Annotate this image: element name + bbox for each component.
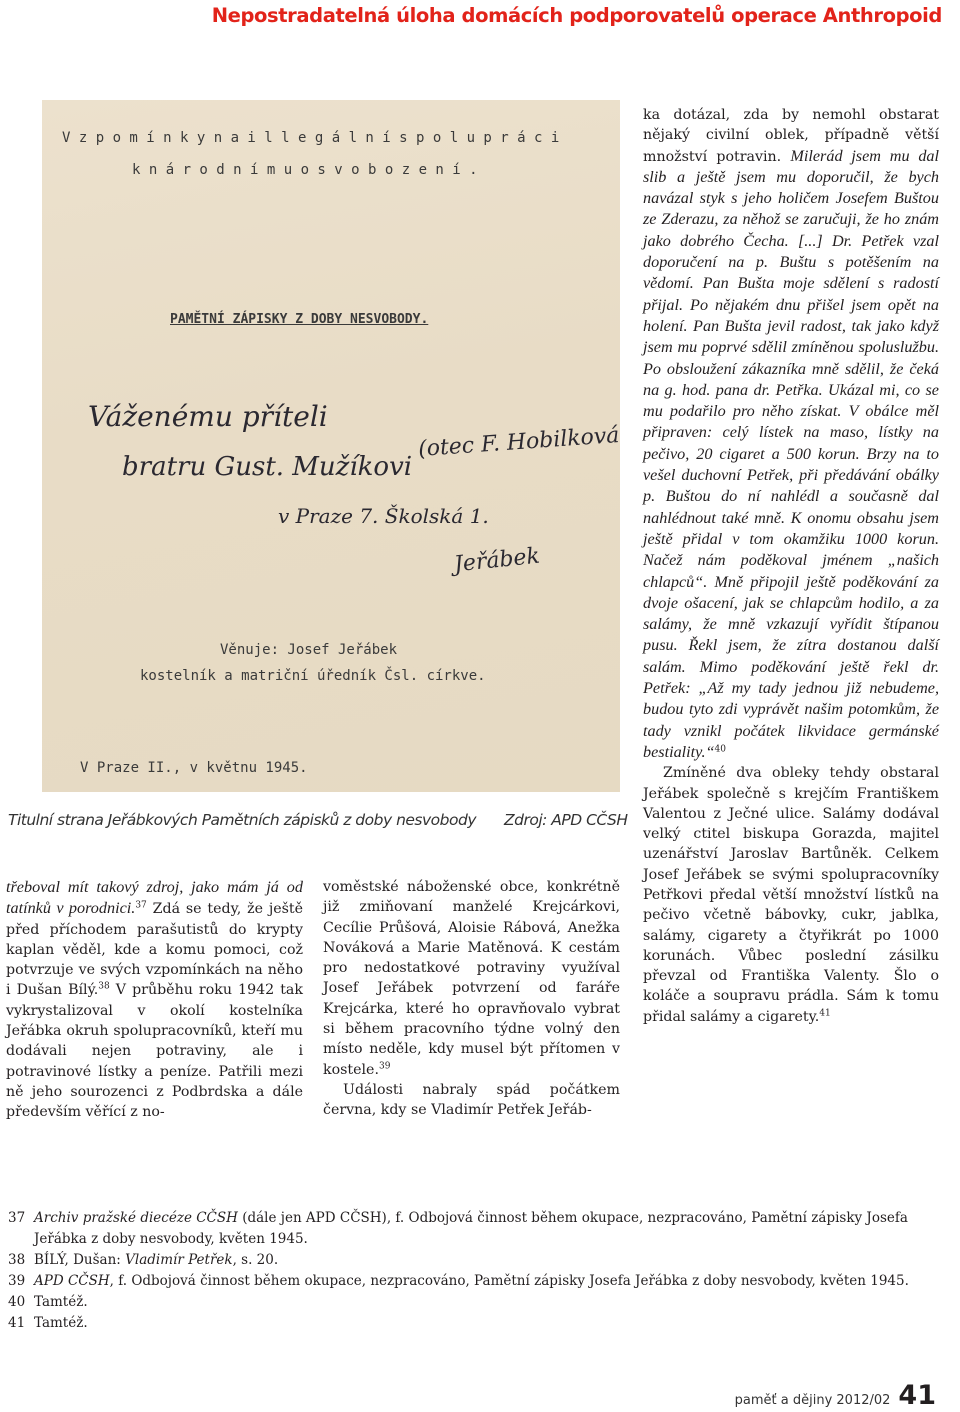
page-number: 41 — [898, 1380, 936, 1411]
footnote-number: 38 — [8, 1252, 26, 1268]
footnote-text: (dále jen APD CČSH), f. Odbojová činnost během okupace, nezpracováno, Pamětní zápisky Josefa Jeřábka z doby nesvobody, květen 1945. — [34, 1210, 908, 1247]
footnote-38 — [8, 1250, 943, 1271]
magazine-name: paměť a dějiny 2012/02 — [734, 1393, 891, 1408]
doc-handwritten-bracket: (otec F. Hobilková — [417, 423, 620, 462]
document-photo — [42, 100, 620, 792]
photo-caption: Titulní strana Jeřábkových Pamětních zápisků z doby nesvobody — [8, 811, 476, 829]
col1-text: Zdá se tedy, že ještě před příchodem parašutistů do krypty kaplan věděl, kde a komu pomoci, což potvrzuje ve svých vzpomínkách na něho i Dušan Bílý. — [6, 901, 303, 999]
footnote-number: 37 — [8, 1210, 26, 1226]
footnote-italic: APD CČSH — [34, 1273, 110, 1289]
col3-text: ka dotázal, zda by nemohl obstarat nějaký civilní oblek, případně větší množství potravin. — [643, 107, 939, 165]
footnote-ref-38: 38 — [98, 981, 110, 992]
footnote-text: , f. Odbojová činnost během okupace, nezpracováno, Pamětní zápisky Josefa Jeřábka z doby nesvobody, květen 1945. — [109, 1273, 909, 1289]
doc-heading-line1: V z p o m í n k y n a i l l e g á l n í s p o l u p r á c i — [62, 130, 560, 146]
footnote-number: 39 — [8, 1273, 26, 1289]
col1-italic-quote: třeboval mít takový zdroj, jako mám já od tatínků v porodnici. — [6, 878, 303, 918]
footnote-ref-39: 39 — [378, 1060, 391, 1071]
doc-handwritten-line2: bratru Gust. Mužíkovi — [122, 452, 413, 482]
doc-place-date: V Praze II., v květnu 1945. — [80, 760, 308, 776]
footnote-italic: Vladimír Petřek — [125, 1252, 233, 1268]
footnote-number: 41 — [8, 1315, 26, 1331]
doc-heading-line2: k n á r o d n í m u o s v o b o z e n í . — [132, 162, 478, 178]
footnote-text: Tamtéž. — [34, 1315, 88, 1331]
doc-handwritten-address: v Praze 7. Školská 1. — [278, 504, 489, 528]
footnote-italic: Archiv pražské diecéze CČSH — [34, 1210, 238, 1226]
text-column-3 — [643, 105, 939, 1027]
page-footer — [735, 1380, 936, 1411]
photo-source: Zdroj: APD CČSH — [504, 811, 628, 829]
doc-dedication-line2: kostelník a matriční úředník Čsl. církve. — [140, 668, 486, 684]
footnote-39 — [8, 1271, 943, 1292]
footnote-ref-40: 40 — [714, 744, 726, 755]
footnote-37 — [8, 1208, 943, 1250]
doc-subtitle: PAMĚTNÍ ZÁPISKY Z DOBY NESVOBODY. — [170, 312, 429, 327]
col3-quote: Milerád jsem mu dal slib a ještě jsem mu doporučil, že bych navázal styk s jeho holičem Josefem Buštou ze Zderazu, za něhož se zaručuji, že ho znám jako dobrého Čecha. [...] Dr. Petřek vzal doporučení na p. Buštu s potěšením na vědomí. Pan Bušta moje sdělení s radostí přijal. Po nějakém dnu přišel jsem opět na holení. Pan Bušta jevil radost, tak jako když jsem mu poprvé sdělil zmíněnou spoluslužbu. Po obsloužení zákazníka mně sdělil, že čeká na g. hod. pana dr. Petřka. Ukázal mi, co se mu podařilo pro něho získat. V obálce měl připraven: celý lístek na maso, lístky na pečivo, 20 cigaret a 500 korun. Brzy na to vešel duchovní Petřek, při předávání obálky p. Buštou do ní nahlédl a současně dal nahlédnout také mně. K onomu obsahu jsem ještě přidal v tom okamžiku 1000 korun. Načež nám poděkoval jménem „našich chlapců“. Mně připojil ještě poděkování za dvoje ošacení, jak se chlapcům hodilo, a za salámy, že mně vzkazují vyřídit štípanou pusu. Řekl jsem, že zítra dostanou další salám. Mimo poděkování ještě řekl dr. Petřek: „Až my tady jednou již nebudeme, budou tyto zdi vyprávět našim potomkům, že tady vznikl počátek likvidace germánské bestiality.“ — [643, 146, 939, 761]
footnote-text: Tamtéž. — [34, 1294, 88, 1310]
footnote-41 — [8, 1313, 943, 1334]
doc-dedication-line1: Věnuje: Josef Jeřábek — [220, 642, 398, 658]
text-column-1 — [6, 877, 303, 1123]
col2-text: voměstské náboženské obce, konkrétně již zmiňovaní manželé Krejcárkovi, Cecílie Průšová, Aloisie Rábová, Anežka Nováková a Marie Matěnová. K cestám pro nedostatkové potraviny využíval Josef Jeřábek potvrzení od faráře Krejcárka, které ho opravňovalo vybrat si během pracovního týdne volný den místo neděle, kdy musel být přítomen v kostele. — [323, 879, 620, 1078]
footnote-number: 40 — [8, 1294, 26, 1310]
footnote-ref-41: 41 — [819, 1008, 831, 1019]
footnote-text: , s. 20. — [232, 1252, 279, 1268]
col1-text-2: V průběhu roku 1942 tak vykrystalizoval v okolí kostelníka Jeřábka okruh spolupracovníků, kteří mu dodávali nejen potraviny, ale i potravinové lístky a peníze. Patřili mezi ně jeho sourozenci z Podbrdska a dále především věřící z no- — [6, 982, 303, 1121]
col2-paragraph-2: Události nabraly spád počátkem června, kdy se Vladimír Petřek Jeřáb- — [323, 1081, 620, 1119]
text-column-2 — [323, 877, 620, 1121]
doc-handwritten-signature: Jeřábek — [452, 543, 541, 578]
running-header: Nepostradatelná úloha domácích podporovatelů operace Anthropoid — [211, 4, 942, 27]
footnote-ref-37: 37 — [135, 900, 147, 911]
doc-handwritten-line1: Váženému příteli — [88, 400, 328, 433]
col3-paragraph-2: Zmíněné dva obleky tehdy obstaral Jeřábek společně s krejčím Františkem Valentou z Ječné ulice. Salámy dodával velký ctitel biskupa Gorazda, majitel uzenářství Jaroslav Bartůněk. Celkem Josef Jeřábek se svými spolupracovníky Petřkovi předal větší množství lístků na pečivo včetně bábovky, cukr, jablka, salámy, cigarety a čtyřikrát po 1000 korunách. Vůbec poslední zásilku převzal od Františka Valenty. Šlo o koláče a soupravu prádla. Sám k tomu přidal salámy a cigarety. — [643, 765, 939, 1025]
footnote-text: BÍLÝ, Dušan: — [34, 1252, 126, 1268]
footnote-40 — [8, 1292, 943, 1313]
footnotes — [8, 1208, 943, 1334]
